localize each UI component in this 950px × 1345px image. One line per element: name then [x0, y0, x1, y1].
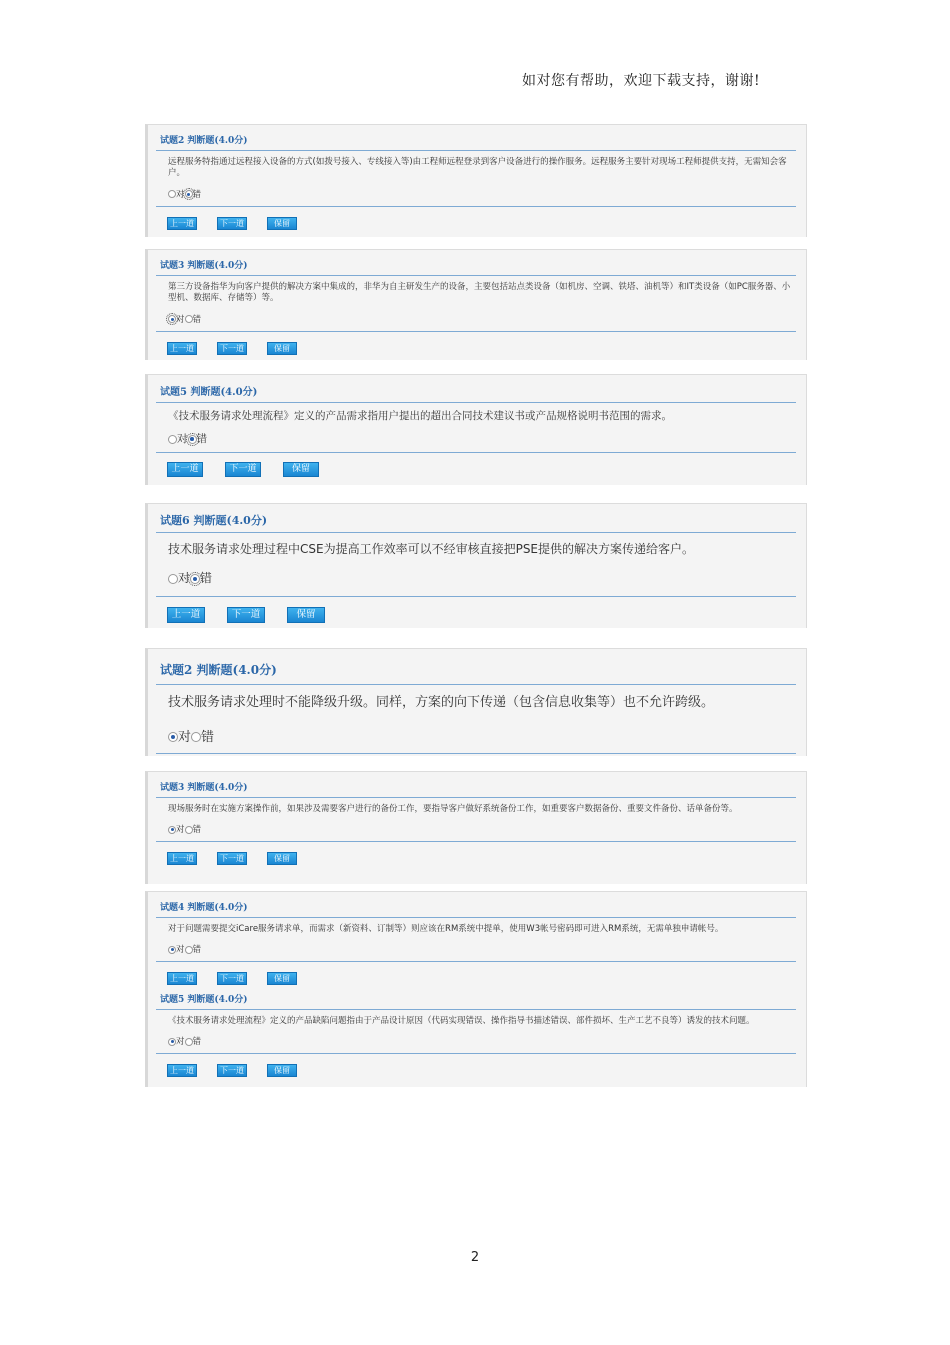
answer-options — [156, 712, 796, 754]
next-question-button[interactable]: 下一道 — [217, 852, 247, 865]
option-false-label: 错 — [192, 189, 202, 200]
next-question-button[interactable]: 下一道 — [227, 607, 265, 623]
radio-true[interactable] — [168, 732, 178, 742]
option-false-label: 错 — [192, 825, 202, 836]
question-card — [145, 124, 807, 237]
radio-false[interactable] — [185, 826, 193, 834]
button-row — [148, 207, 806, 236]
radio-false[interactable] — [190, 574, 200, 584]
next-question-button[interactable]: 下一道 — [217, 972, 247, 985]
option-false-label: 错 — [192, 314, 202, 325]
question-text: 远程服务特指通过远程接入设备的方式(如拨号接入、专线接入等)由工程师远程登录到客户设备进行的操作服务。远程服务主要针对现场工程师提供支持，无需知会客户。 — [168, 157, 787, 179]
answer-options — [156, 557, 796, 596]
option-false-label: 错 — [196, 433, 207, 446]
radio-false[interactable] — [185, 946, 193, 954]
prev-question-button[interactable]: 上一道 — [167, 217, 197, 230]
option-true-label: 对 — [176, 825, 185, 836]
save-button[interactable]: 保留 — [267, 217, 297, 230]
option-true-label: 对 — [178, 729, 192, 745]
option-true-label: 对 — [176, 1037, 185, 1048]
radio-false[interactable] — [185, 190, 193, 198]
radio-false[interactable] — [191, 732, 201, 742]
question-text: 技术服务请求处理时不能降级升级。同样，方案的向下传递（包含信息收集等）也不允许跨级。 — [168, 695, 715, 710]
question-title: 试题5 判断题(4.0分) — [156, 375, 796, 403]
question-text: 《技术服务请求处理流程》定义的产品缺陷问题指由于产品设计原因（代码实现错误、操作指导书描述错误、部件损坏、生产工艺不良等）诱发的技术问题。 — [168, 1016, 755, 1026]
next-question-button[interactable]: 下一道 — [217, 342, 247, 355]
question-title: 试题2 判断题(4.0分) — [156, 125, 796, 151]
question-text: 技术服务请求处理过程中CSE为提高工作效率可以不经审核直接把PSE提供的解决方案传递给客户。 — [168, 542, 695, 556]
question-card — [145, 249, 807, 360]
answer-options — [156, 815, 796, 841]
question-card — [145, 891, 807, 987]
option-false-label: 错 — [201, 729, 215, 745]
answer-options — [156, 1027, 796, 1053]
radio-true[interactable] — [168, 826, 176, 834]
next-question-button[interactable]: 下一道 — [217, 217, 247, 230]
save-button[interactable]: 保留 — [283, 462, 319, 477]
answer-options — [156, 423, 796, 452]
option-false-label: 错 — [192, 1037, 202, 1048]
question-text: 第三方设备指华为向客户提供的解决方案中集成的，非华为自主研发生产的设备，主要包括站点类设备（如机房、空调、铁塔、油机等）和IT类设备（如PC服务器、小型机、数据库、存储等）等。 — [168, 282, 791, 304]
next-question-button[interactable]: 下一道 — [225, 462, 261, 477]
question-card — [145, 987, 807, 1087]
question-card — [145, 374, 807, 485]
save-button[interactable]: 保留 — [267, 972, 297, 985]
button-row — [148, 1054, 806, 1083]
save-button[interactable]: 保留 — [267, 852, 297, 865]
page-number: 2 — [470, 1250, 480, 1265]
question-title: 试题2 判断题(4.0分) — [156, 649, 796, 685]
prev-question-button[interactable]: 上一道 — [167, 462, 203, 477]
option-true-label: 对 — [177, 433, 188, 446]
prev-question-button[interactable]: 上一道 — [167, 972, 197, 985]
radio-false[interactable] — [185, 1038, 193, 1046]
prev-question-button[interactable]: 上一道 — [167, 342, 197, 355]
question-text: 现场服务时在实施方案操作前，如果涉及需要客户进行的备份工作，要指导客户做好系统备份工作，如重要客户数据备份、重要文件备份、话单备份等。 — [168, 804, 738, 814]
radio-true[interactable] — [168, 315, 176, 323]
question-card — [145, 648, 807, 756]
question-text: 《技术服务请求处理流程》定义的产品需求指用户提出的超出合同技术建议书或产品规格说明书范围的需求。 — [168, 410, 672, 422]
radio-true[interactable] — [168, 190, 176, 198]
option-true-label: 对 — [178, 571, 191, 586]
question-title: 试题6 判断题(4.0分) — [156, 504, 796, 533]
option-true-label: 对 — [176, 189, 185, 200]
header-note: 如对您有帮助，欢迎下载支持，谢谢! — [522, 73, 761, 89]
option-true-label: 对 — [176, 314, 185, 325]
save-button[interactable]: 保留 — [267, 1064, 297, 1077]
question-text: 对于问题需要提交iCare服务请求单，而需求（新资料、订制等）则应该在RM系统中提单，使用W3帐号密码即可进入RM系统，无需单独申请帐号。 — [168, 924, 724, 934]
answer-options — [156, 935, 796, 961]
button-row — [148, 332, 806, 361]
answer-options — [156, 305, 796, 331]
option-false-label: 错 — [200, 571, 213, 586]
save-button[interactable]: 保留 — [267, 342, 297, 355]
prev-question-button[interactable]: 上一道 — [167, 607, 205, 623]
option-false-label: 错 — [192, 945, 202, 956]
prev-question-button[interactable]: 上一道 — [167, 1064, 197, 1077]
radio-false[interactable] — [188, 435, 197, 444]
question-title: 试题3 判断题(4.0分) — [156, 772, 796, 798]
question-title: 试题5 判断题(4.0分) — [156, 987, 796, 1010]
question-title: 试题4 判断题(4.0分) — [156, 892, 796, 918]
radio-true[interactable] — [168, 946, 176, 954]
next-question-button[interactable]: 下一道 — [217, 1064, 247, 1077]
question-card — [145, 503, 807, 628]
radio-false[interactable] — [185, 315, 193, 323]
radio-true[interactable] — [168, 574, 178, 584]
button-row — [148, 453, 806, 482]
button-row — [148, 597, 806, 627]
question-title: 试题3 判断题(4.0分) — [156, 250, 796, 276]
radio-true[interactable] — [168, 435, 177, 444]
radio-true[interactable] — [168, 1038, 176, 1046]
prev-question-button[interactable]: 上一道 — [167, 852, 197, 865]
option-true-label: 对 — [176, 945, 185, 956]
question-card — [145, 771, 807, 884]
answer-options — [156, 180, 796, 206]
save-button[interactable]: 保留 — [287, 607, 325, 623]
button-row — [148, 842, 806, 871]
